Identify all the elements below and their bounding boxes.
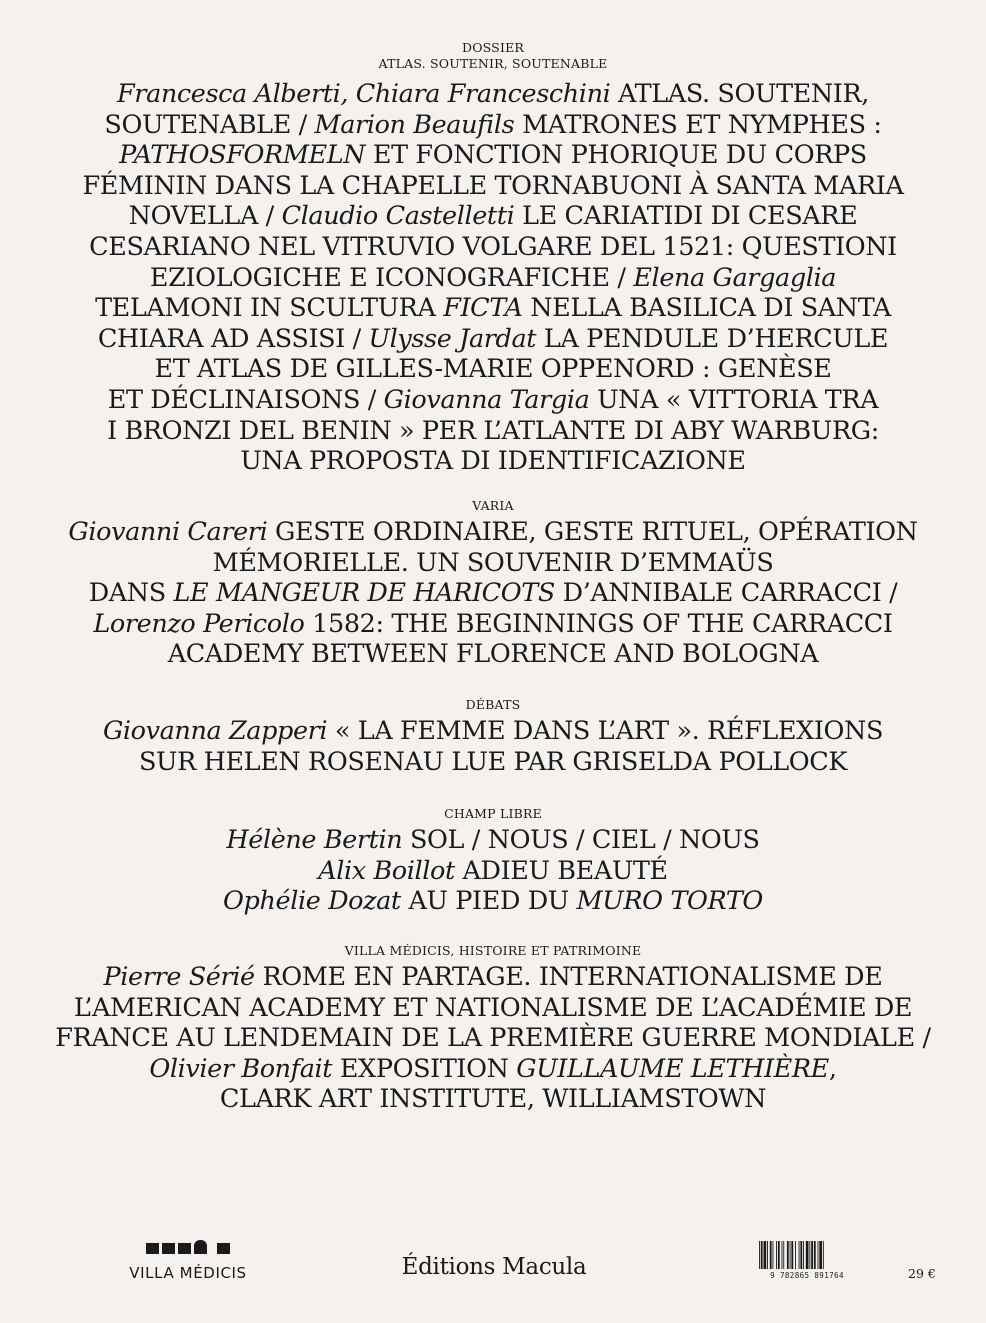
italic-segment: Giovanna Zapperi xyxy=(102,716,328,746)
section-label xyxy=(0,697,986,713)
text-segment: TELAMONI IN SCULTURA xyxy=(95,293,444,324)
italic-segment: FICTA xyxy=(443,293,523,324)
footer xyxy=(0,1228,986,1298)
entry-line xyxy=(0,716,986,747)
entry-line xyxy=(0,354,986,385)
text-segment: ATLAS. SOUTENIR, xyxy=(610,79,869,109)
text-segment: « LA FEMME DANS L’ART ». RÉFLEXIONS xyxy=(327,716,884,746)
entry-line xyxy=(0,639,986,670)
text-segment: ET ATLAS DE GILLES-MARIE OPPENORD : GENÈSE xyxy=(154,354,832,385)
entry-line xyxy=(0,201,986,232)
text-segment: UNA « VITTORIA TRA xyxy=(589,384,879,415)
entry-line xyxy=(0,232,986,263)
italic-segment: Hélène Bertin xyxy=(226,825,403,855)
section-villa-medicis-histoire xyxy=(0,943,986,1115)
section-label-line: CHAMP LIBRE xyxy=(444,806,542,821)
text-segment: 1582: THE BEGINNINGS OF THE CARRACCI xyxy=(304,608,893,639)
text-segment: EXPOSITION xyxy=(332,1053,517,1084)
text-segment: ADIEU BEAUTÉ xyxy=(454,855,668,886)
barcode-icon xyxy=(758,1241,856,1269)
text-segment: L’AMERICAN ACADEMY ET NATIONALISME DE L’ACADÉMIE DE xyxy=(73,992,913,1023)
entry-line xyxy=(0,825,986,856)
section-label-line: VARIA xyxy=(472,498,514,513)
italic-segment: Marion Beaufils xyxy=(314,109,515,140)
entry-line xyxy=(0,962,986,993)
entry-line xyxy=(0,293,986,324)
entry-line xyxy=(0,110,986,141)
section-entries xyxy=(0,825,986,917)
text-segment: CLARK ART INSTITUTE, WILLIAMSTOWN xyxy=(219,1084,767,1115)
text-segment: , xyxy=(828,1053,837,1084)
section-entries xyxy=(0,962,986,1115)
section-dossier xyxy=(0,40,986,477)
italic-segment: Giovanni Careri xyxy=(68,517,268,547)
section-label xyxy=(0,806,986,822)
text-segment: ET DÉCLINAISONS / xyxy=(107,384,384,415)
entry-line xyxy=(0,140,986,171)
villa-medicis-logo-icon xyxy=(146,1240,230,1256)
entry-line xyxy=(0,517,986,548)
entry-line xyxy=(0,263,986,294)
logo-text: VILLA MÉDICIS xyxy=(129,1264,247,1282)
italic-segment: PATHOSFORMELN xyxy=(119,140,366,171)
text-segment: MATRONES ET NYMPHES : xyxy=(514,109,882,140)
section-label-line: DOSSIER xyxy=(461,40,525,55)
text-segment: EZIOLOGICHE E ICONOGRAFICHE / xyxy=(149,262,634,293)
entry-line xyxy=(0,1023,986,1054)
text-segment: SOUTENABLE / xyxy=(104,109,315,140)
entry-line xyxy=(0,79,986,110)
entry-line xyxy=(0,747,986,778)
entry-line xyxy=(0,324,986,355)
section-label-subline: ATLAS. SOUTENIR, SOUTENABLE xyxy=(378,56,608,71)
italic-segment: Pierre Sérié xyxy=(103,962,255,992)
isbn-number: 9 782865 891764 xyxy=(770,1271,844,1280)
text-segment: DANS xyxy=(88,578,174,609)
entry-line xyxy=(0,609,986,640)
italic-segment: Olivier Bonfait xyxy=(149,1053,333,1084)
text-segment: ET FONCTION PHORIQUE DU CORPS xyxy=(365,140,867,171)
section-label-line: VILLA MÉDICIS, HISTOIRE ET PATRIMOINE xyxy=(344,943,642,958)
text-segment: SOL / NOUS / CIEL / NOUS xyxy=(402,825,760,855)
entry-line xyxy=(0,548,986,579)
section-label xyxy=(0,498,986,514)
italic-segment: GUILLAUME LETHIÈRE xyxy=(516,1053,829,1084)
text-segment: FRANCE AU LENDEMAIN DE LA PREMIÈRE GUERRE MONDIALE / xyxy=(55,1023,931,1054)
italic-segment: Alix Boillot xyxy=(318,855,455,886)
italic-segment: Ulysse Jardat xyxy=(368,323,537,354)
italic-segment: LE MANGEUR DE HARICOTS xyxy=(173,578,555,609)
entry-line xyxy=(0,171,986,202)
entry-line xyxy=(0,385,986,416)
text-segment: GESTE ORDINAIRE, GESTE RITUEL, OPÉRATION xyxy=(267,517,918,547)
text-segment: LA PENDULE D’HERCULE xyxy=(536,323,889,354)
section-debats xyxy=(0,697,986,777)
entry-line xyxy=(0,416,986,447)
text-segment: ROME EN PARTAGE. INTERNATIONALISME DE xyxy=(254,962,883,992)
publisher-name: Éditions Macula xyxy=(401,1254,587,1280)
entry-line xyxy=(0,886,986,917)
text-segment: AU PIED DU xyxy=(400,886,577,917)
text-segment: LE CARIATIDI DI CESARE xyxy=(514,201,858,232)
entry-line xyxy=(0,578,986,609)
italic-segment: MURO TORTO xyxy=(576,886,763,917)
text-segment: NELLA BASILICA DI SANTA xyxy=(522,293,891,324)
section-label-line: DÉBATS xyxy=(465,697,521,712)
text-segment: MÉMORIELLE. UN SOUVENIR D’EMMAÜS xyxy=(212,547,774,578)
entry-line xyxy=(0,856,986,887)
section-champ-libre xyxy=(0,806,986,917)
entry-line xyxy=(0,1054,986,1085)
text-segment: CESARIANO NEL VITRUVIO VOLGARE DEL 1521: QUESTIONI xyxy=(89,231,897,262)
italic-segment: Elena Gargaglia xyxy=(633,262,837,293)
italic-segment: Francesca Alberti, Chiara Franceschini xyxy=(117,79,611,109)
italic-segment: Lorenzo Pericolo xyxy=(93,608,305,639)
text-segment: ACADEMY BETWEEN FLORENCE AND BOLOGNA xyxy=(167,639,819,670)
text-segment: FÉMININ DANS LA CHAPELLE TORNABUONI À SANTA MARIA xyxy=(82,170,904,201)
text-segment: I BRONZI DEL BENIN » PER L’ATLANTE DI ABY WARBURG: xyxy=(107,415,879,446)
italic-segment: Giovanna Targia xyxy=(383,384,590,415)
section-varia xyxy=(0,498,986,670)
text-segment: UNA PROPOSTA DI IDENTIFICAZIONE xyxy=(240,446,746,477)
entry-line xyxy=(0,1084,986,1115)
section-entries xyxy=(0,79,986,477)
section-label xyxy=(0,943,986,959)
section-entries xyxy=(0,716,986,777)
section-label xyxy=(0,40,986,72)
section-entries xyxy=(0,517,986,670)
italic-segment: Ophélie Dozat xyxy=(223,886,401,917)
text-segment: CHIARA AD ASSISI / xyxy=(97,323,369,354)
text-segment: SUR HELEN ROSENAU LUE PAR GRISELDA POLLOCK xyxy=(138,746,848,777)
price: 29 € xyxy=(908,1266,936,1281)
text-segment: NOVELLA / xyxy=(128,201,282,232)
entry-line xyxy=(0,446,986,477)
isbn-barcode xyxy=(758,1241,856,1280)
text-segment: D’ANNIBALE CARRACCI / xyxy=(554,578,898,609)
entry-line xyxy=(0,993,986,1024)
italic-segment: Claudio Castelletti xyxy=(281,201,515,232)
